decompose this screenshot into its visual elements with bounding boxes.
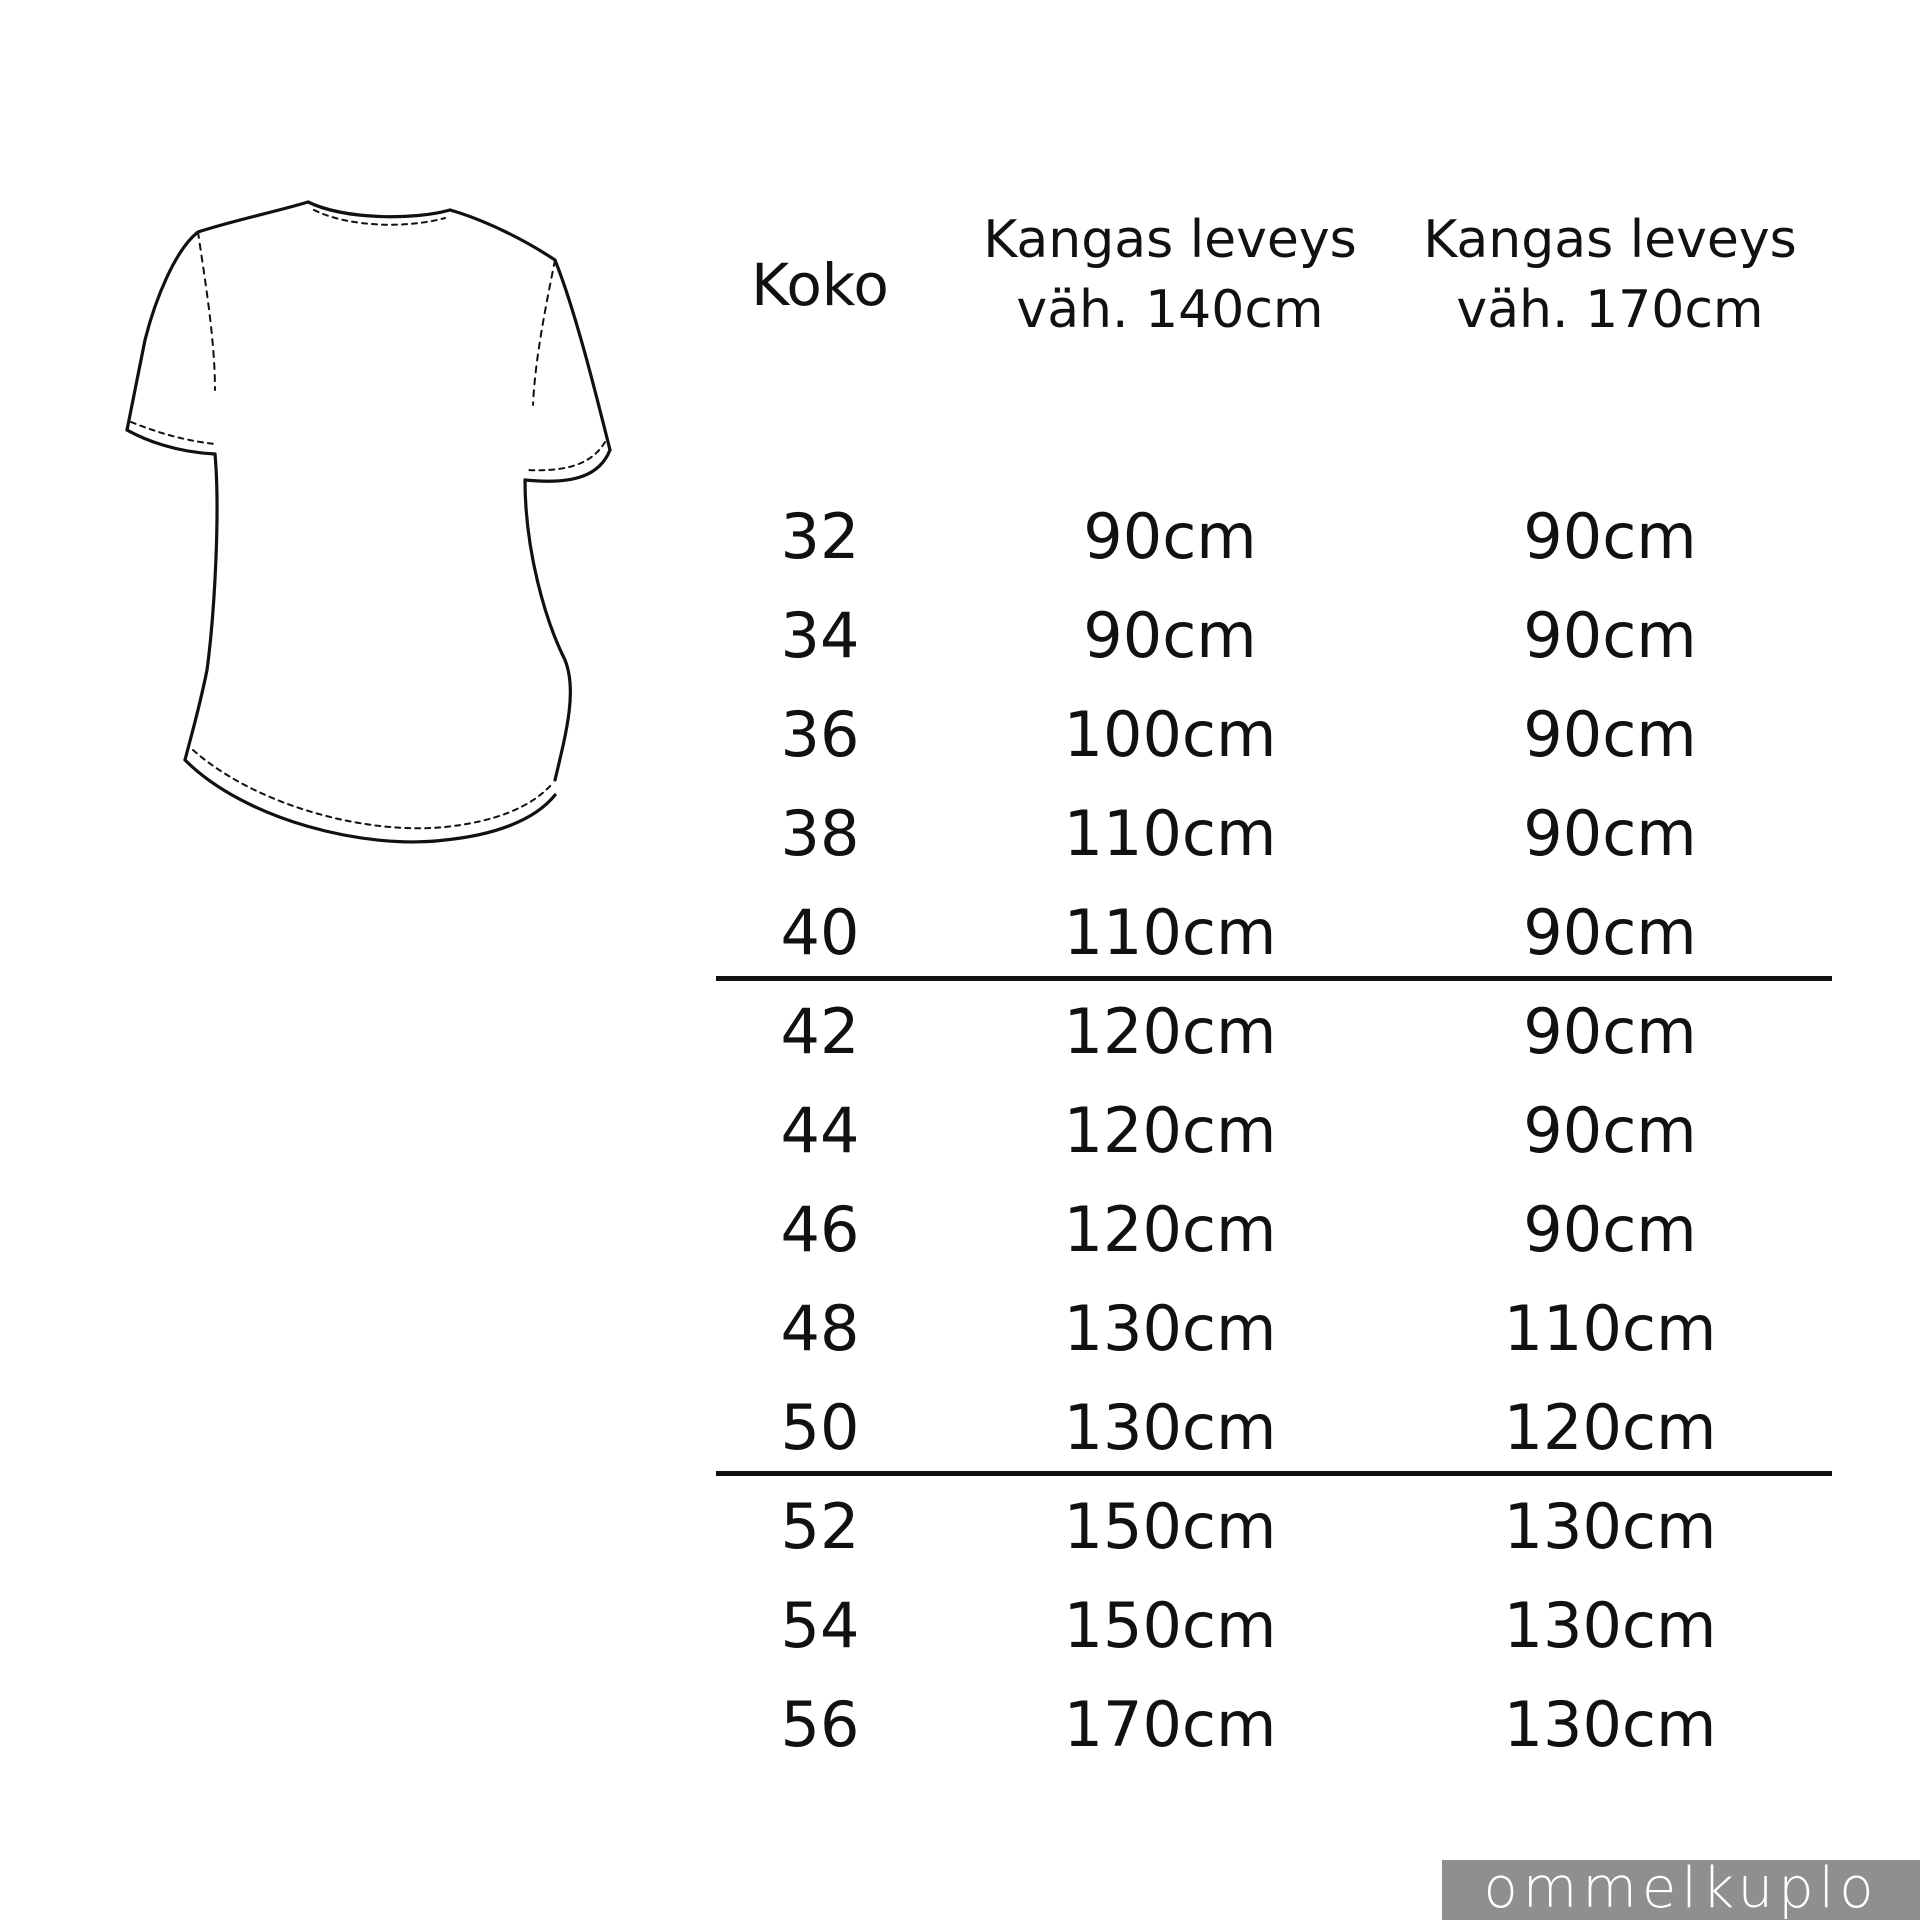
tshirt-sketch-icon [115, 190, 635, 850]
fabric-170-cell: 90cm [1523, 1193, 1697, 1266]
size-cell: 42 [780, 995, 860, 1068]
fabric-140-cell: 90cm [1083, 500, 1257, 573]
size-cell: 46 [780, 1193, 860, 1266]
size-cell: 40 [780, 896, 860, 969]
size-cell: 56 [780, 1688, 860, 1761]
fabric-170-cell: 110cm [1503, 1292, 1717, 1365]
size-cell: 38 [780, 797, 860, 870]
table-row [700, 1576, 1840, 1675]
fabric-170-cell: 90cm [1523, 995, 1697, 1068]
size-cell: 36 [780, 698, 860, 771]
fabric-170-cell: 90cm [1523, 896, 1697, 969]
size-cell: 48 [780, 1292, 860, 1365]
fabric-170-cell: 90cm [1523, 500, 1697, 573]
size-cell: 34 [780, 599, 860, 672]
fabric-170-cell: 130cm [1503, 1490, 1717, 1563]
fabric-140-cell: 130cm [1063, 1391, 1277, 1464]
size-cell: 50 [780, 1391, 860, 1464]
table-row [700, 784, 1840, 883]
table-row [700, 1477, 1840, 1576]
header-fabric-170 [1390, 205, 1830, 345]
header-fabric-170-line1: Kangas leveys [1423, 210, 1797, 270]
table-row [700, 487, 1840, 586]
table-row [700, 586, 1840, 685]
fabric-requirement-table [700, 200, 1840, 1761]
table-header [700, 200, 1840, 360]
fabric-140-cell: 120cm [1063, 995, 1277, 1068]
fabric-140-cell: 150cm [1063, 1589, 1277, 1662]
table-row [700, 1378, 1840, 1477]
fabric-140-cell: 120cm [1063, 1193, 1277, 1266]
size-cell: 54 [780, 1589, 860, 1662]
fabric-140-cell: 130cm [1063, 1292, 1277, 1365]
table-row [700, 1675, 1840, 1774]
header-fabric-140-line2: väh. 140cm [1016, 280, 1324, 340]
header-size: Koko [751, 251, 889, 319]
header-fabric-170-line2: väh. 170cm [1456, 280, 1764, 340]
header-fabric-140-line1: Kangas leveys [983, 210, 1357, 270]
fabric-140-cell: 100cm [1063, 698, 1277, 771]
fabric-140-cell: 110cm [1063, 797, 1277, 870]
fabric-170-cell: 130cm [1503, 1688, 1717, 1761]
fabric-140-cell: 170cm [1063, 1688, 1277, 1761]
fabric-140-cell: 110cm [1063, 896, 1277, 969]
table-row [700, 1081, 1840, 1180]
fabric-140-cell: 90cm [1083, 599, 1257, 672]
fabric-170-cell: 90cm [1523, 797, 1697, 870]
table-row [700, 1180, 1840, 1279]
table-row [700, 883, 1840, 982]
brand-watermark: ommelkuplo [1442, 1860, 1920, 1920]
table-row [700, 982, 1840, 1081]
table-row [700, 685, 1840, 784]
fabric-170-cell: 90cm [1523, 698, 1697, 771]
header-fabric-140 [950, 205, 1390, 345]
size-cell: 52 [780, 1490, 860, 1563]
fabric-140-cell: 120cm [1063, 1094, 1277, 1167]
table-body [700, 487, 1840, 1774]
fabric-170-cell: 90cm [1523, 1094, 1697, 1167]
size-cell: 44 [780, 1094, 860, 1167]
fabric-140-cell: 150cm [1063, 1490, 1277, 1563]
size-cell: 32 [780, 500, 860, 573]
fabric-170-cell: 90cm [1523, 599, 1697, 672]
fabric-170-cell: 130cm [1503, 1589, 1717, 1662]
fabric-170-cell: 120cm [1503, 1391, 1717, 1464]
table-row [700, 1279, 1840, 1378]
